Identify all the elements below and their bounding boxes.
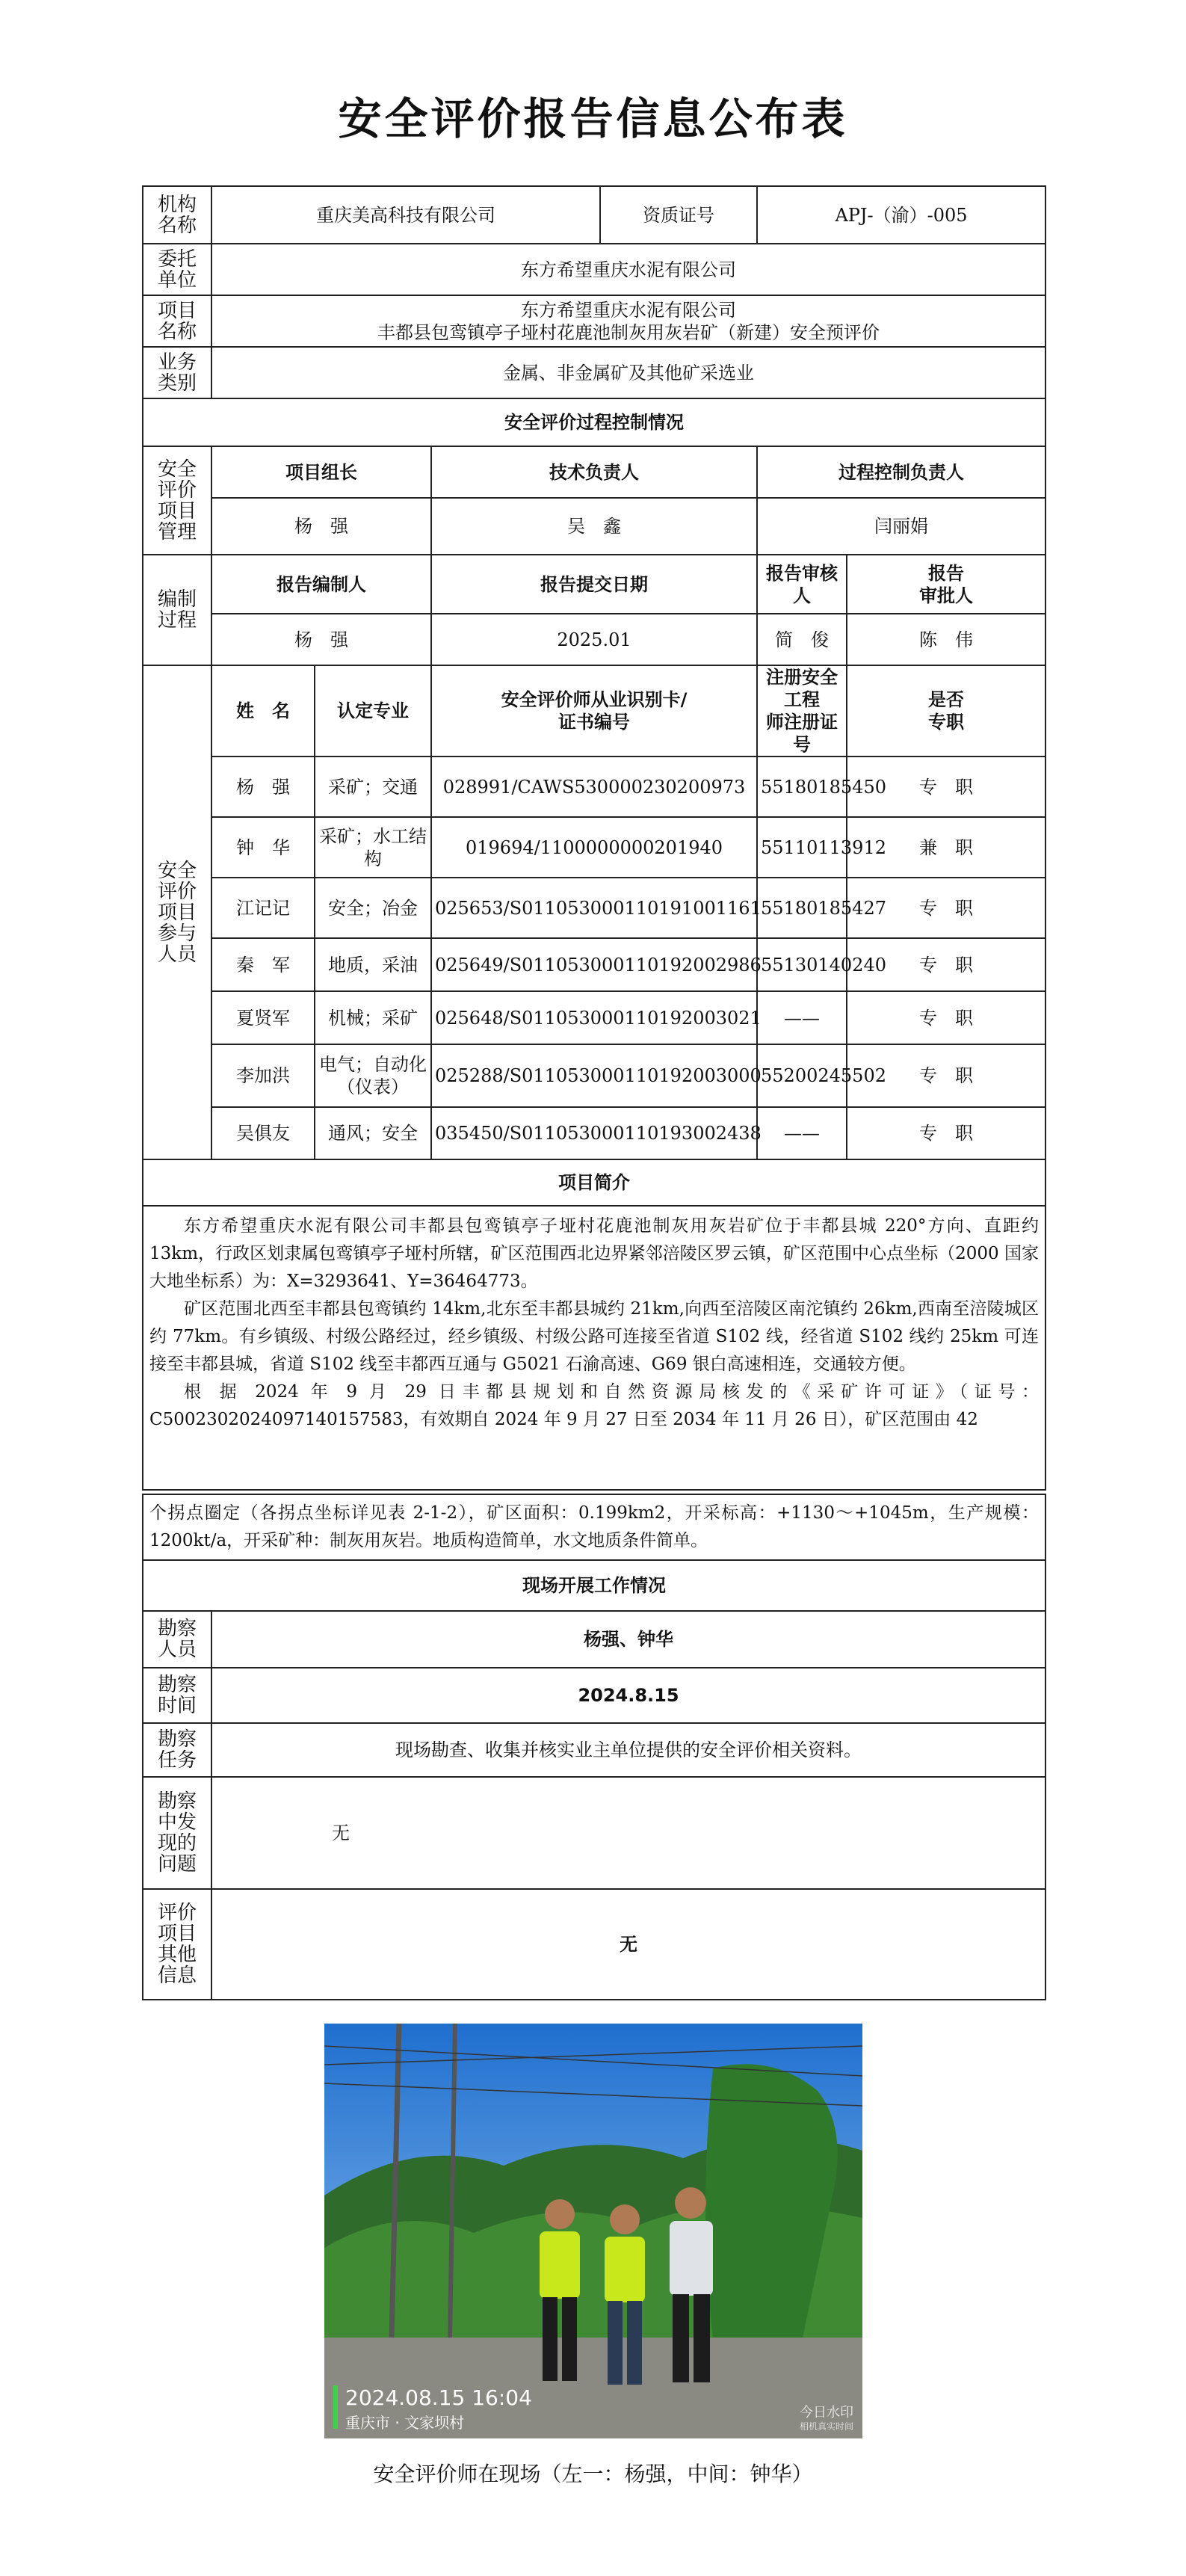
- person-fulltime: 专 职: [847, 1044, 1046, 1107]
- person-card: 025648/S011053000110192003021: [431, 991, 757, 1044]
- other-info: 无: [211, 1889, 1046, 2000]
- person-reg: 55130140240: [757, 938, 847, 991]
- person-fulltime: 专 职: [847, 991, 1046, 1044]
- org-name: 重庆美高科技有限公司: [211, 186, 600, 244]
- tech-lead-value: 吴 鑫: [431, 498, 757, 555]
- person-name: 秦 军: [211, 938, 315, 991]
- business-type: 金属、非金属矿及其他矿采选业: [211, 347, 1046, 398]
- reviewer-header: 报告审核人: [757, 555, 847, 614]
- field-label: 评价 项目 其他 信息: [143, 1889, 211, 2000]
- person-specialty: 地质，采油: [315, 938, 431, 991]
- col-fulltime-header: 是否 专职: [847, 665, 1046, 757]
- person-reg: 55180185450: [757, 757, 847, 817]
- person-name: 杨 强: [211, 757, 315, 817]
- summary-paragraph: 根 据 2024 年 9 月 29 日丰都县规划和自然资源局核发的《采矿许可证》（证号：C5002302024097140157583，有效期自 2024 年 9 月 27 日至 2034 年 11 月 26 日），矿区范围由 42: [149, 1382, 1040, 1429]
- table-row: [143, 878, 1046, 938]
- management-label: 安全 评价 项目 管理: [143, 446, 211, 555]
- photo-timestamp: 2024.08.15 16:04: [345, 2385, 532, 2410]
- person-specialty: 安全；冶金: [315, 878, 431, 938]
- summary-paragraph: 东方希望重庆水泥有限公司丰都县包鸾镇亭子垭村花鹿池制灰用灰岩矿位于丰都县城 220°方向、直距约 13km，行政区划隶属包鸾镇亭子垭村所辖，矿区范围西北边界紧邻涪陵区罗云镇，矿区范围中心点坐标（2000 国家大地坐标系）为：X=3293641、Y=36464773。: [149, 1216, 1040, 1291]
- person-reg: ——: [757, 1107, 847, 1159]
- field-label: 勘察 中发 现的 问题: [143, 1777, 211, 1889]
- photo-watermark: 今日水印: [800, 2405, 853, 2421]
- submit-date-value: 2025.01: [431, 614, 757, 665]
- person-name: 吴俱友: [211, 1107, 315, 1159]
- author-header: 报告编制人: [211, 555, 431, 614]
- person-name: 江记记: [211, 878, 315, 938]
- process-control-value: 闫丽娟: [757, 498, 1046, 555]
- survey-task: 现场勘查、收集并核实业主单位提供的安全评价相关资料。: [211, 1723, 1046, 1777]
- person-fulltime: 专 职: [847, 757, 1046, 817]
- team-leader-header: 项目组长: [211, 446, 431, 498]
- table-row: [143, 938, 1046, 991]
- site-photo-image: [324, 2024, 862, 2438]
- project-name-line1: 东方希望重庆水泥有限公司: [521, 299, 737, 321]
- person-card: 028991/CAWS530000230200973: [431, 757, 757, 817]
- page-title: 安全评价报告信息公布表: [338, 93, 848, 144]
- field-label: 勘察 任务: [143, 1723, 211, 1777]
- table-row: [143, 991, 1046, 1044]
- person-card: 035450/S011053000110193002438: [431, 1107, 757, 1159]
- person-fulltime: 专 职: [847, 1107, 1046, 1159]
- person-fulltime: 专 职: [847, 938, 1046, 991]
- person-card: 025649/S011053000110192002986: [431, 938, 757, 991]
- person-card: 025653/S011053000110191001161: [431, 878, 757, 938]
- field-header: 现场开展工作情况: [143, 1560, 1046, 1611]
- client-name: 东方希望重庆水泥有限公司: [211, 244, 1046, 295]
- photo-location: 重庆市 · 文家坝村: [345, 2414, 465, 2432]
- field-table: [142, 1494, 1046, 2000]
- project-label: 项目 名称: [143, 295, 211, 347]
- cert-label: 资质证号: [600, 186, 757, 244]
- submit-date-header: 报告提交日期: [431, 555, 757, 614]
- person-name: 李加洪: [211, 1044, 315, 1107]
- person-specialty: 采矿；水工结构: [315, 817, 431, 878]
- client-label: 委托 单位: [143, 244, 211, 295]
- field-label: 勘察 时间: [143, 1668, 211, 1723]
- person-card: 025288/S011053000110192003000: [431, 1044, 757, 1107]
- timestamp-accent: [333, 2385, 338, 2429]
- col-specialty-header: 认定专业: [315, 665, 431, 757]
- person-name: 夏贤军: [211, 991, 315, 1044]
- table-row: [143, 1044, 1046, 1107]
- site-photo: [324, 2024, 862, 2438]
- summary-paragraph: 个拐点圈定（各拐点坐标详见表 2-1-2），矿区面积：0.199km2，开采标高：+1130～+1045m，生产规模：1200kt/a，开采矿种：制灰用灰岩。地质构造简单，水文地质条件简单。: [149, 1503, 1040, 1550]
- info-table: [142, 185, 1046, 1491]
- photo-caption: 安全评价师在现场（左一：杨强，中间：钟华）: [373, 2462, 813, 2486]
- approver-header: 报告 审批人: [847, 555, 1046, 614]
- person-specialty: 机械；采矿: [315, 991, 431, 1044]
- table-row: [143, 1107, 1046, 1159]
- tech-lead-header: 技术负责人: [431, 446, 757, 498]
- person-specialty: 电气；自动化 （仪表）: [315, 1044, 431, 1107]
- col-reg-header: 注册安全工程 师注册证号: [757, 665, 847, 757]
- photo-watermark-sub: 相机真实时间: [799, 2421, 853, 2432]
- person-fulltime: 兼 职: [847, 817, 1046, 878]
- business-label: 业务 类别: [143, 347, 211, 398]
- process-section-header: 安全评价过程控制情况: [143, 398, 1046, 446]
- survey-issues: 无: [211, 1777, 1046, 1889]
- process-control-header: 过程控制负责人: [757, 446, 1046, 498]
- person-specialty: 通风；安全: [315, 1107, 431, 1159]
- survey-date: 2024.8.15: [211, 1668, 1046, 1723]
- table-row: [143, 757, 1046, 817]
- field-label: 勘察 人员: [143, 1611, 211, 1668]
- compile-label: 编制 过程: [143, 555, 211, 665]
- approver-value: 陈 伟: [847, 614, 1046, 665]
- person-card: 019694/1100000000201940: [431, 817, 757, 878]
- person-reg: 55200245502: [757, 1044, 847, 1107]
- reviewer-value: 简 俊: [757, 614, 847, 665]
- summary-header: 项目简介: [143, 1159, 1046, 1206]
- org-name-label: 机构 名称: [143, 186, 211, 244]
- project-name-line2: 丰都县包鸾镇亭子垭村花鹿池制灰用灰岩矿（新建）安全预评价: [377, 321, 880, 343]
- summary-paragraph: 矿区范围北西至丰都县包鸾镇约 14km,北东至丰都县城约 21km,向西至涪陵区南沱镇约 26km,西南至涪陵城区约 77km。有乡镇级、村级公路经过，经乡镇级、村级公路可连接至省道 S102 线，经省道 S102 线约 25km 可连接至丰都县城，省道 S102 线至丰都西互通与 G5021 石渝高速、G69 银白高速相连，交通较方便。: [149, 1299, 1040, 1374]
- person-reg: 55180185427: [757, 878, 847, 938]
- team-leader-value: 杨 强: [211, 498, 431, 555]
- col-card-header: 安全评价师从业识别卡/ 证书编号: [431, 665, 757, 757]
- person-name: 钟 华: [211, 817, 315, 878]
- author-value: 杨 强: [211, 614, 431, 665]
- person-reg: 55110113912: [757, 817, 847, 878]
- summary-body: [143, 1206, 1046, 1490]
- person-specialty: 采矿；交通: [315, 757, 431, 817]
- personnel-label: 安全 评价 项目 参与 人员: [143, 665, 211, 1159]
- table-row: [143, 817, 1046, 878]
- cert-number: APJ-（渝）-005: [757, 186, 1046, 244]
- project-name: [211, 295, 1046, 347]
- person-fulltime: 专 职: [847, 878, 1046, 938]
- col-name-header: 姓 名: [211, 665, 315, 757]
- person-reg: ——: [757, 991, 847, 1044]
- survey-staff: 杨强、钟华: [211, 1611, 1046, 1668]
- summary-continued: [143, 1494, 1046, 1560]
